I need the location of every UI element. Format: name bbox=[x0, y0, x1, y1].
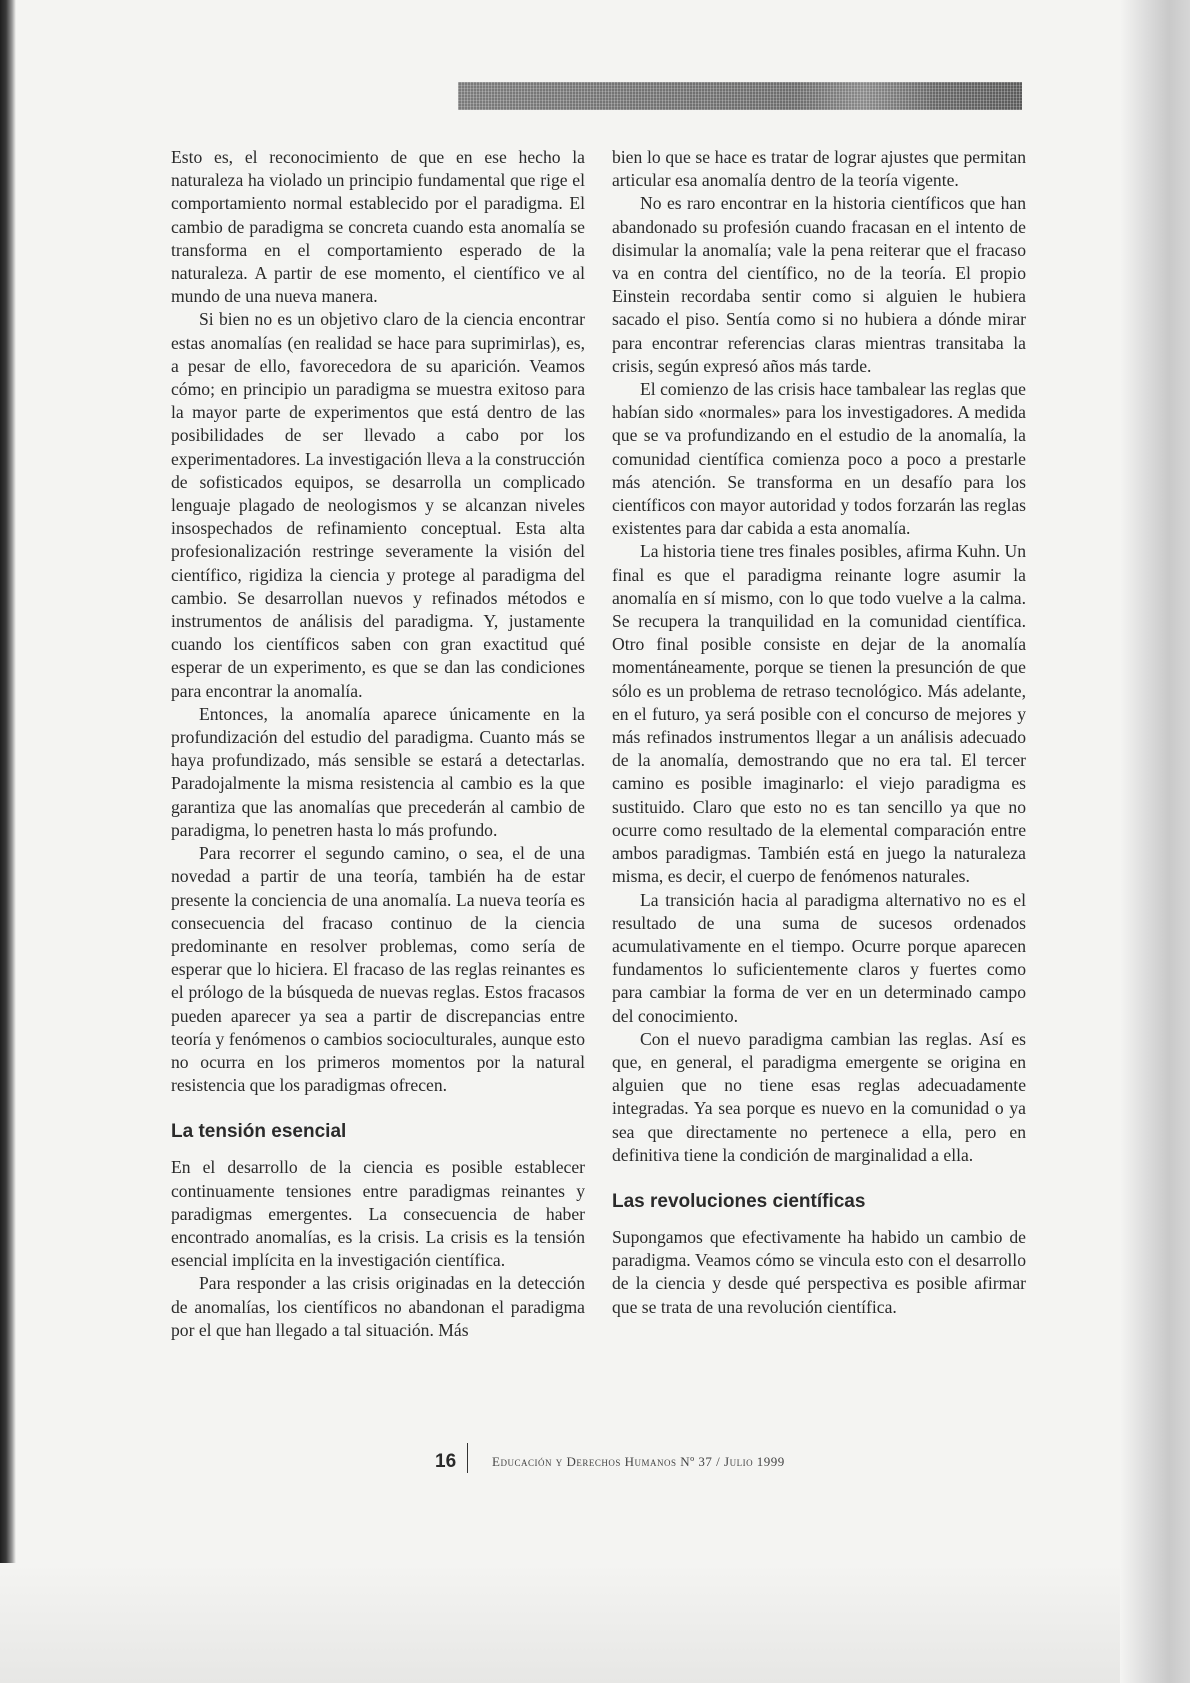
paragraph: No es raro encontrar en la historia científicos que han abandonado su profesión cuando fracasan en el intento de disimular la anomalía; vale la pena reiterar que el fracaso va en contra del científico, no de la teoría. El propio Einstein recordaba sentir como si alguien le hubiera sacado el piso. Sentía como si no hubiera a dónde mirar para encontrar referencias claras mientras transitaba la crisis, según expresó años más tarde. bbox=[612, 193, 1026, 376]
page-number: 16 bbox=[435, 1451, 457, 1472]
paragraph: Para responder a las crisis originadas en la detección de anomalías, los científicos no abandonan el paradigma por el que han llegado a tal situación. Más bbox=[171, 1273, 585, 1340]
paragraph: Esto es, el reconocimiento de que en ese hecho la naturaleza ha violado un principio fundamental que rige el comportamiento normal establecido por el paradigma. El cambio de paradigma se concreta cuando esta anomalía se transforma en el comportamiento esperado de la naturaleza. A partir de ese momento, el científico ve al mundo de una nueva manera. bbox=[171, 147, 585, 307]
paragraph: Supongamos que efectivamente ha habido un cambio de paradigma. Veamos cómo se vincula esto con el desarrollo de la ciencia y desde qué perspectiva es posible afirmar que se trata de una revolución científica. bbox=[612, 1226, 1026, 1317]
paragraph: El comienzo de las crisis hace tambalear las reglas que habían sido «normales» para los investigadores. A medida que se va profundizando en el estudio de la anomalía, la comunidad científica comienza poco a poco a prestarle más atención. Se transforma en un desafío para los científicos con mayor autoridad y todos forzarán las reglas existentes para dar cabida a esta anomalía. bbox=[612, 379, 1026, 539]
scan-left-edge bbox=[0, 0, 16, 1580]
right-column bbox=[612, 146, 1026, 1319]
page-footer bbox=[435, 1449, 955, 1479]
journal-citation: Educación y Derechos Humanos Nº 37 / Julio 1999 bbox=[492, 1454, 785, 1469]
section-heading: Las revoluciones científicas bbox=[612, 1190, 866, 1212]
paragraph: Para recorrer el segundo camino, o sea, el de una novedad a partir de una teoría, también ha de estar presente la conciencia de una anomalía. La nueva teoría es consecuencia del fracaso continuo de la ciencia predominante en resolver problemas, como sería de esperar que lo hiciera. El fracaso de las reglas reinantes es el prólogo de la búsqueda de nuevas reglas. Estos fracasos pueden aparecer ya sea a partir de discrepancias entre teoría y fenómenos o cambios socioculturales, aunque esto no ocurra en los primeros momentos por la natural resistencia que los paradigmas ofrecen. bbox=[171, 843, 585, 1096]
paragraph: La transición hacia al paradigma alternativo no es el resultado de una suma de sucesos ordenados acumulativamente en el tiempo. Ocurre porque aparecen fundamentos lo suficientemente claros y fuertes como para cambiar la forma de ver en un determinado campo del conocimiento. bbox=[612, 889, 1026, 1026]
paragraph: La historia tiene tres finales posibles, afirma Kuhn. Un final es que el paradigma reinante logre asumir la anomalía en sí mismo, con lo que todo vuelve a la calma. Se recupera la tranquilidad en la comunidad científica. Otro final posible consiste en dejar de la anomalía momentáneamente, porque se tienen la presunción de que sólo es un problema de retraso tecnológico. Más adelante, en el futuro, ya será posible con el concurso de mejores y más refinados instrumentos llegar a un análisis adecuado de la anomalía, demostrando que no era tal. El tercer camino es posible imaginarlo: el viejo paradigma es sustituido. Claro que esto no es tan sencillo ya que no ocurre como resultado de la elemental comparación entre ambos paradigmas. También está en juego la naturaleza misma, es decir, el cuerpo de fenómenos naturales. bbox=[612, 541, 1026, 887]
scan-right-shadow bbox=[1120, 0, 1190, 1683]
scan-bottom-fade bbox=[0, 1563, 1120, 1683]
paragraph: Si bien no es un objetivo claro de la ciencia encontrar estas anomalías (en realidad se hace para suprimirlas), es, a pesar de ello, favorecedora de su aparición. Veamos cómo; en principio un paradigma se muestra exitoso para la mayor parte de experimentos que está dentro de las posibilidades de ser llevado a cabo por los experimentadores. La investigación lleva a la construcción de sofisticados equipos, se desarrolla un complicado lenguaje plagado de neologismos y se alcanzan niveles insospechados de refinamiento conceptual. Esta alta profesionalización restringe severamente la visión del científico, rigidiza la ciencia y protege al paradigma del cambio. Se desarrollan nuevos y refinados métodos e instrumentos de análisis del paradigma. Y, justamente cuando los científicos saben con gran exactitud qué esperar de un experimento, es que se dan las condiciones para encontrar la anomalía. bbox=[171, 309, 585, 701]
footer-divider bbox=[467, 1443, 468, 1473]
decorative-header-bar bbox=[458, 82, 1022, 110]
left-column bbox=[171, 146, 585, 1342]
paragraph: Entonces, la anomalía aparece únicamente en la profundización del estudio del paradigma. Cuanto más se haya profundizado, más sensible se estará a detectarlas. Paradojalmente la misma resistencia al cambio es la que garantiza que las anomalías que precederán al cambio de paradigma, lo penetren hasta lo más profundo. bbox=[171, 703, 585, 840]
section-heading: La tensión esencial bbox=[171, 1121, 347, 1143]
paragraph: En el desarrollo de la ciencia es posible establecer continuamente tensiones entre paradigmas reinantes y paradigmas emergentes. La consecuencia de haber encontrado anomalías, es la crisis. La crisis es la tensión esencial implícita en la investigación científica. bbox=[171, 1157, 585, 1271]
paragraph: bien lo que se hace es tratar de lograr ajustes que permitan articular esa anomalía dentro de la teoría vigente. bbox=[612, 147, 1026, 191]
paragraph: Con el nuevo paradigma cambian las reglas. Así es que, en general, el paradigma emergente se origina en alguien que no tiene esas reglas adecuadamente integradas. Ya sea porque es nuevo en la comunidad o ya sea que directamente no pertenece a ella, pero en definitiva tiene la condición de marginalidad a ella. bbox=[612, 1028, 1026, 1165]
